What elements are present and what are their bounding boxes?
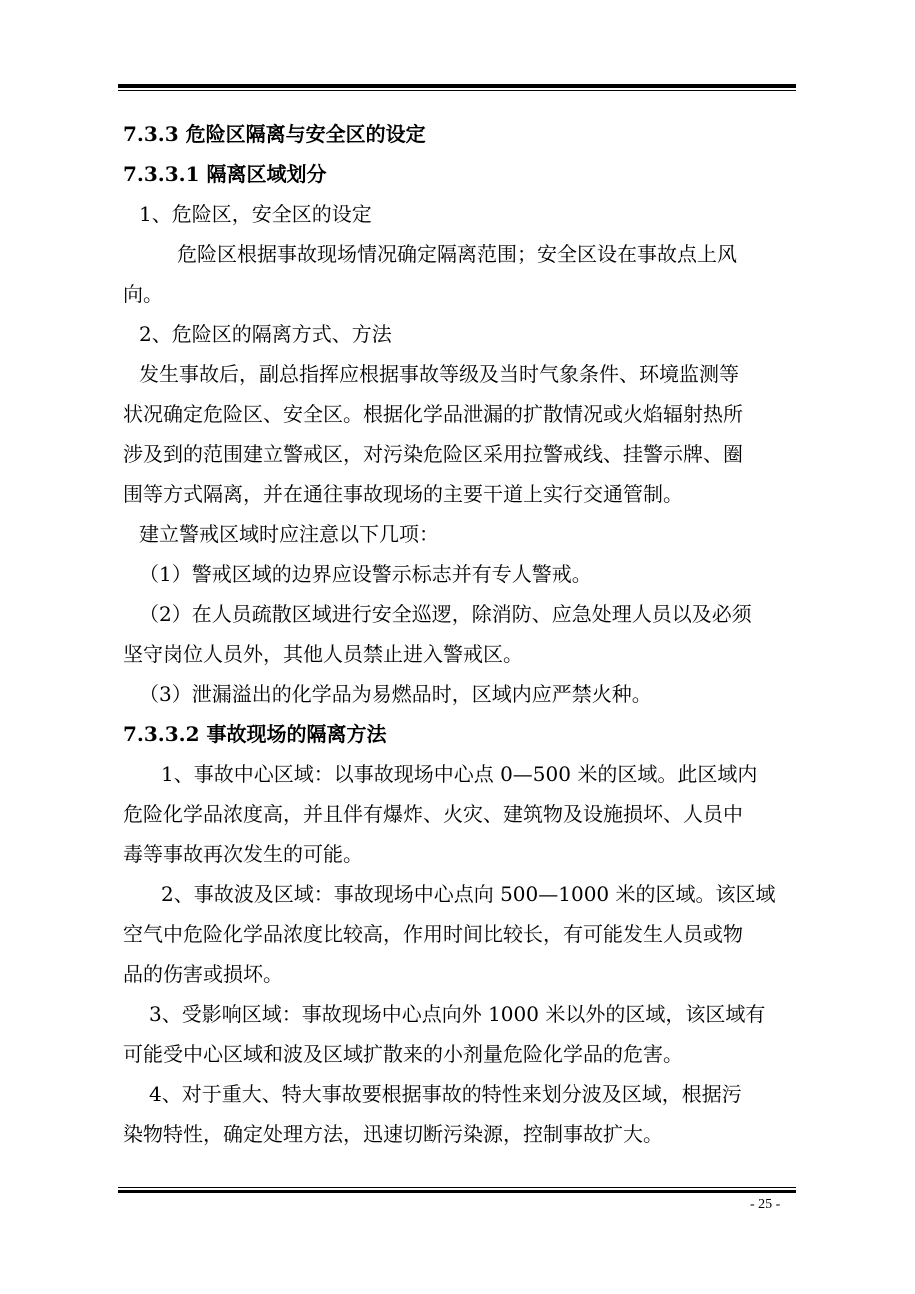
item-2-title: 2、危险区的隔离方式、方法 — [139, 322, 392, 346]
item-1-text-line-2: 向。 — [123, 282, 163, 306]
notice-intro: 建立警戒区域时应注意以下几项： — [139, 522, 439, 546]
zone-1-line-1: 1、事故中心区域：以事故现场中心点 0—500 米的区域。此区域内 — [161, 762, 758, 786]
footer-rule-thick — [118, 1190, 796, 1193]
zone-3-line-2: 可能受中心区域和波及区域扩散来的小剂量危险化学品的危害。 — [123, 1042, 683, 1066]
zone-1-line-3: 毒等事故再次发生的可能。 — [123, 842, 363, 866]
zone-2-line-2: 空气中危险化学品浓度比较高，作用时间比较长，有可能发生人员或物 — [123, 922, 743, 946]
footer-double-rule — [118, 1187, 796, 1193]
zone-2-line-1: 2、事故波及区域：事故现场中心点向 500—1000 米的区域。该区域 — [161, 882, 776, 906]
item-1-text-line-1: 危险区根据事故现场情况确定隔离范围；安全区设在事故点上风 — [177, 242, 737, 266]
paragraph-line-4: 围等方式隔离，并在通往事故现场的主要干道上实行交通管制。 — [123, 482, 683, 506]
notice-item-2-line-2: 坚守岗位人员外，其他人员禁止进入警戒区。 — [123, 642, 523, 666]
paragraph-line-2: 状况确定危险区、安全区。根据化学品泄漏的扩散情况或火焰辐射热所 — [123, 402, 743, 426]
footer-rule-thin — [118, 1187, 796, 1188]
zone-4-line-2: 染物特性，确定处理方法，迅速切断污染源，控制事故扩大。 — [123, 1122, 663, 1146]
page-number: - 25 - — [750, 1197, 781, 1212]
section-heading-7-3-3-1: 7.3.3.1 隔离区域划分 — [123, 162, 327, 186]
zone-4-line-1: 4、对于重大、特大事故要根据事故的特性来划分波及区域，根据污 — [149, 1082, 742, 1106]
notice-item-1: （1）警戒区域的边界应设警示标志并有专人警戒。 — [139, 562, 592, 586]
item-1-title: 1、危险区，安全区的设定 — [139, 202, 372, 226]
notice-item-3: （3）泄漏溢出的化学品为易燃品时，区域内应严禁火种。 — [139, 682, 652, 706]
section-heading-7-3-3: 7.3.3 危险区隔离与安全区的设定 — [123, 122, 426, 146]
paragraph-line-3: 涉及到的范围建立警戒区，对污染危险区采用拉警戒线、挂警示牌、圈 — [123, 442, 743, 466]
zone-1-line-2: 危险化学品浓度高，并且伴有爆炸、火灾、建筑物及设施损坏、人员中 — [123, 802, 743, 826]
header-rule-thick — [118, 84, 796, 88]
notice-item-2-line-1: （2）在人员疏散区域进行安全巡逻，除消防、应急处理人员以及必须 — [139, 602, 752, 626]
header-rule-thin — [118, 90, 796, 91]
paragraph-line-1: 发生事故后，副总指挥应根据事故等级及当时气象条件、环境监测等 — [139, 362, 739, 386]
header-double-rule — [118, 84, 796, 91]
zone-2-line-3: 品的伤害或损坏。 — [123, 962, 283, 986]
section-heading-7-3-3-2: 7.3.3.2 事故现场的隔离方法 — [123, 722, 387, 746]
document-body — [123, 114, 793, 1154]
zone-3-line-1: 3、受影响区域：事故现场中心点向外 1000 米以外的区域，该区域有 — [149, 1002, 766, 1026]
